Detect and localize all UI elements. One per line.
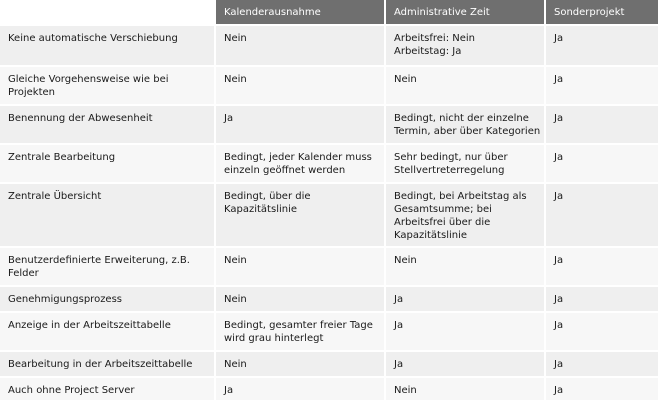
cell-kalenderausnahme: Ja [216,378,386,402]
row-criterion: Zentrale Übersicht [0,184,216,248]
cell-kalenderausnahme: Bedingt, jeder Kalender muss einzeln geöffnet werden [216,145,386,184]
header-kalenderausnahme: Kalenderausnahme [216,0,386,26]
cell-administrative-zeit: Bedingt, nicht der einzelne Termin, aber über Kategorien [386,106,546,145]
cell-administrative-zeit [386,26,546,67]
row-criterion: Anzeige in der Arbeitszeittabelle [0,313,216,352]
table-row [0,378,658,402]
cell-administrative-zeit: Ja [386,287,546,313]
row-criterion: Gleiche Vorgehensweise wie bei Projekten [0,67,216,106]
cell-kalenderausnahme: Nein [216,67,386,106]
table-row [0,67,658,106]
cell-administrative-zeit: Ja [386,313,546,352]
table-header [0,0,658,26]
cell-administrative-zeit: Bedingt, bei Arbeitstag als Gesamtsumme; bei Arbeitsfrei über die Kapazitätslinie [386,184,546,248]
cell-administrative-zeit: Ja [386,352,546,378]
cell-kalenderausnahme: Nein [216,352,386,378]
cell-administrative-zeit: Nein [386,248,546,287]
row-criterion: Bearbeitung in der Arbeitszeittabelle [0,352,216,378]
cell-line: Arbeitsfrei: Nein Arbeitstag: Ja [394,33,476,57]
row-criterion: Genehmigungsprozess [0,287,216,313]
cell-sonderprojekt: Ja [546,287,658,313]
row-criterion: Auch ohne Project Server [0,378,216,402]
cell-sonderprojekt: Ja [546,26,658,67]
cell-kalenderausnahme: Bedingt, gesamter freier Tage wird grau hinterlegt [216,313,386,352]
row-criterion: Benutzerdefinierte Erweiterung, z.B. Felder [0,248,216,287]
cell-kalenderausnahme: Nein [216,248,386,287]
header-row [0,0,658,26]
table-row [0,184,658,248]
table-row [0,106,658,145]
row-criterion: Benennung der Abwesenheit [0,106,216,145]
table-row [0,313,658,352]
header-administrative-zeit: Administrative Zeit [386,0,546,26]
table-row [0,26,658,67]
cell-sonderprojekt: Ja [546,67,658,106]
table-row [0,352,658,378]
cell-kalenderausnahme: Nein [216,26,386,67]
header-sonderprojekt: Sonderprojekt [546,0,658,26]
cell-sonderprojekt: Ja [546,313,658,352]
table-body [0,26,658,402]
cell-kalenderausnahme: Bedingt, über die Kapazitätslinie [216,184,386,248]
cell-administrative-zeit: Sehr bedingt, nur über Stellvertreterregelung [386,145,546,184]
cell-administrative-zeit: Nein [386,378,546,402]
row-criterion: Keine automatische Verschiebung [0,26,216,67]
table-row [0,287,658,313]
cell-sonderprojekt: Ja [546,378,658,402]
header-empty-cell [0,0,216,26]
cell-sonderprojekt: Ja [546,184,658,248]
table-row [0,248,658,287]
cell-kalenderausnahme: Ja [216,106,386,145]
cell-administrative-zeit: Nein [386,67,546,106]
row-criterion: Zentrale Bearbeitung [0,145,216,184]
cell-sonderprojekt: Ja [546,106,658,145]
cell-kalenderausnahme: Nein [216,287,386,313]
cell-sonderprojekt: Ja [546,145,658,184]
cell-sonderprojekt: Ja [546,352,658,378]
cell-sonderprojekt: Ja [546,248,658,287]
table-row [0,145,658,184]
